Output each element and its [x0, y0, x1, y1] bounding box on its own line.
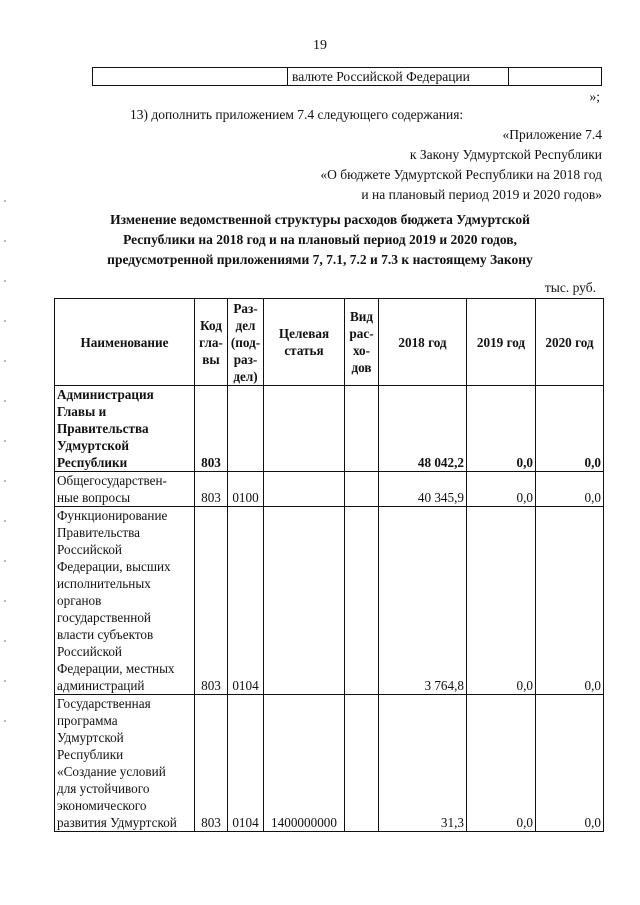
cell-name: [55, 507, 195, 695]
header-type-line: дов: [351, 360, 372, 375]
header-code-line: гла-: [199, 334, 223, 350]
cell-name-line: Администрация: [57, 387, 154, 402]
cell-name-line: Государственная: [57, 696, 151, 711]
cell-name-line: Республики: [57, 455, 128, 470]
cell-name-line: государственной: [57, 610, 151, 625]
cell-target: [264, 507, 345, 695]
cell-type: [345, 695, 379, 832]
cell-2018: 40 345,9: [379, 472, 467, 507]
header-target: [264, 299, 345, 386]
cell-name-line: ные вопросы: [57, 490, 131, 505]
continuation-cell-empty: [509, 68, 602, 86]
cell-name-line: Функционирование: [57, 508, 168, 523]
header-2020: 2020 год: [536, 299, 604, 386]
cell-section: 0104: [228, 695, 264, 832]
table-row: [55, 695, 604, 832]
table-row: [55, 507, 604, 695]
cell-section: [228, 386, 264, 472]
table-row: [55, 472, 604, 507]
document-heading: [40, 210, 600, 270]
appendix-ref-line: к Закону Удмуртской Республики: [409, 147, 602, 162]
appendix-ref-line: «Приложение 7.4: [502, 127, 602, 142]
cell-2018: 31,3: [379, 695, 467, 832]
cell-2019: 0,0: [467, 695, 536, 832]
appendix-ref-line: «О бюджете Удмуртской Республики на 2018 год: [320, 167, 602, 182]
table-body: [55, 386, 604, 832]
header-code: [195, 299, 228, 386]
cell-type: [345, 472, 379, 507]
header-type-line: хо-: [352, 343, 371, 358]
cell-2019: 0,0: [467, 507, 536, 695]
cell-name-line: Правительства: [57, 525, 140, 540]
header-section-line: (под-: [230, 334, 261, 350]
margin-binding-marks: [4, 200, 6, 760]
header-section-line: Раз-: [233, 300, 258, 316]
header-section: [228, 299, 264, 386]
cell-code: 803: [195, 507, 228, 695]
page-number: 19: [313, 38, 327, 53]
cell-name-line: исполнительных: [57, 576, 151, 591]
cell-2018: 3 764,8: [379, 507, 467, 695]
cell-name: [55, 386, 195, 472]
cell-name-line: власти субъектов: [57, 627, 154, 642]
cell-name-line: Общегосударствен-: [57, 473, 167, 488]
table-header-row: [55, 299, 604, 386]
cell-code: 803: [195, 472, 228, 507]
cell-code: 803: [195, 386, 228, 472]
header-2019: 2019 год: [467, 299, 536, 386]
continuation-cell-empty: [93, 68, 288, 86]
appendix-ref-line: и на плановый период 2019 и 2020 годов»: [361, 187, 602, 202]
cell-target: [264, 386, 345, 472]
header-target-line: Целевая: [278, 326, 330, 341]
header-type-line: Вид: [349, 309, 374, 324]
cell-name-line: «Создание условий: [57, 764, 166, 779]
cell-name-line: для устойчивого: [57, 781, 150, 796]
heading-line: Изменение ведомственной структуры расходов бюджета Удмуртской: [110, 212, 530, 227]
header-section-line: дел: [235, 317, 256, 333]
continuation-table: [92, 67, 602, 86]
cell-target: 1400000000: [264, 695, 345, 832]
header-target-line: статья: [284, 343, 324, 358]
heading-line: Республики на 2018 год и на плановый период 2019 и 2020 годов,: [123, 232, 517, 247]
header-code-line: Код: [200, 317, 222, 333]
header-2018: 2018 год: [379, 299, 467, 386]
header-section-line: раз-: [233, 351, 258, 367]
units-label: тыс. руб.: [544, 280, 596, 295]
header-section-line: дел): [233, 368, 258, 384]
cell-target: [264, 472, 345, 507]
continuation-cell-text: валюте Российской Федерации: [288, 68, 509, 86]
cell-name-line: развития Удмуртской: [57, 815, 177, 830]
cell-2018: 48 042,2: [379, 386, 467, 472]
cell-name-line: администраций: [57, 678, 145, 693]
header-name: Наименование: [55, 299, 195, 386]
cell-name-line: Республики: [57, 747, 124, 762]
cell-2019: 0,0: [467, 472, 536, 507]
cell-name-line: экономического: [57, 798, 147, 813]
header-type: [345, 299, 379, 386]
cell-2020: 0,0: [536, 386, 604, 472]
cell-name-line: программа: [57, 713, 118, 728]
cell-name: [55, 695, 195, 832]
amendment-text: 13) дополнить приложением 7.4 следующего содержания:: [130, 107, 464, 122]
cell-name-line: Удмуртской: [57, 730, 124, 745]
header-type-line: рас-: [349, 326, 374, 341]
cell-name-line: Российской: [57, 542, 122, 557]
cell-2020: 0,0: [536, 695, 604, 832]
cell-section: 0104: [228, 507, 264, 695]
cell-code: 803: [195, 695, 228, 832]
appendix-reference: [320, 125, 602, 205]
heading-line: предусмотренной приложениями 7, 7.1, 7.2 и 7.3 к настоящему Закону: [107, 252, 533, 267]
expenditure-table: [54, 298, 604, 832]
quote-end: »;: [589, 89, 600, 104]
cell-section: 0100: [228, 472, 264, 507]
cell-type: [345, 507, 379, 695]
cell-name-line: Удмуртской: [57, 438, 129, 453]
cell-2020: 0,0: [536, 472, 604, 507]
cell-2020: 0,0: [536, 507, 604, 695]
cell-name-line: Правительства: [57, 421, 149, 436]
cell-2019: 0,0: [467, 386, 536, 472]
cell-name-line: органов: [57, 593, 102, 608]
header-code-line: вы: [202, 351, 220, 367]
cell-name-line: Главы и: [57, 404, 107, 419]
table-row: [55, 386, 604, 472]
cell-name-line: Федерации, местных: [57, 661, 175, 676]
cell-name-line: Федерации, высших: [57, 559, 171, 574]
cell-name: [55, 472, 195, 507]
cell-type: [345, 386, 379, 472]
cell-name-line: Российской: [57, 644, 122, 659]
